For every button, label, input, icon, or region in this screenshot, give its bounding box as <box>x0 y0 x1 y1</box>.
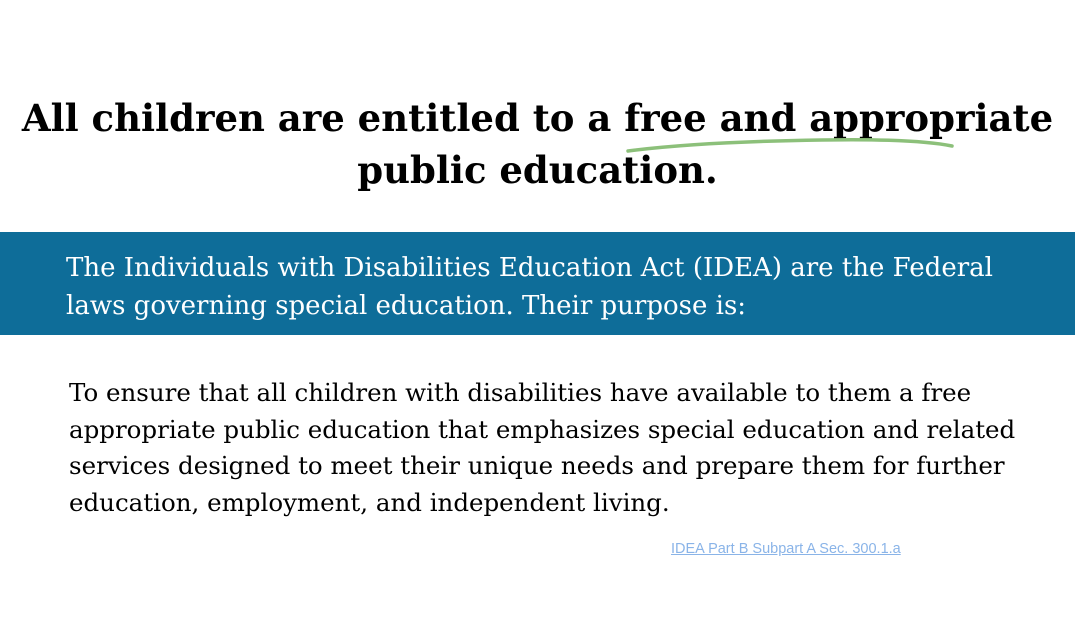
headline <box>0 92 1075 196</box>
idea-banner <box>0 232 1075 335</box>
banner-text: The Individuals with Disabilities Education Act (IDEA) are the Federal laws governing special education. Their purpose is: <box>66 253 993 321</box>
headline-line-2: public education. <box>357 148 718 192</box>
headline-line-1: All children are entitled to a free and appropriate <box>21 96 1054 140</box>
citation-link[interactable]: IDEA Part B Subpart A Sec. 300.1.a <box>671 541 901 557</box>
purpose-statement: To ensure that all children with disabilities have available to them a free appropriate public education that emphasizes special education and related services designed to meet their unique needs and prepare them for further education, employment, and independent living. <box>69 378 1016 517</box>
